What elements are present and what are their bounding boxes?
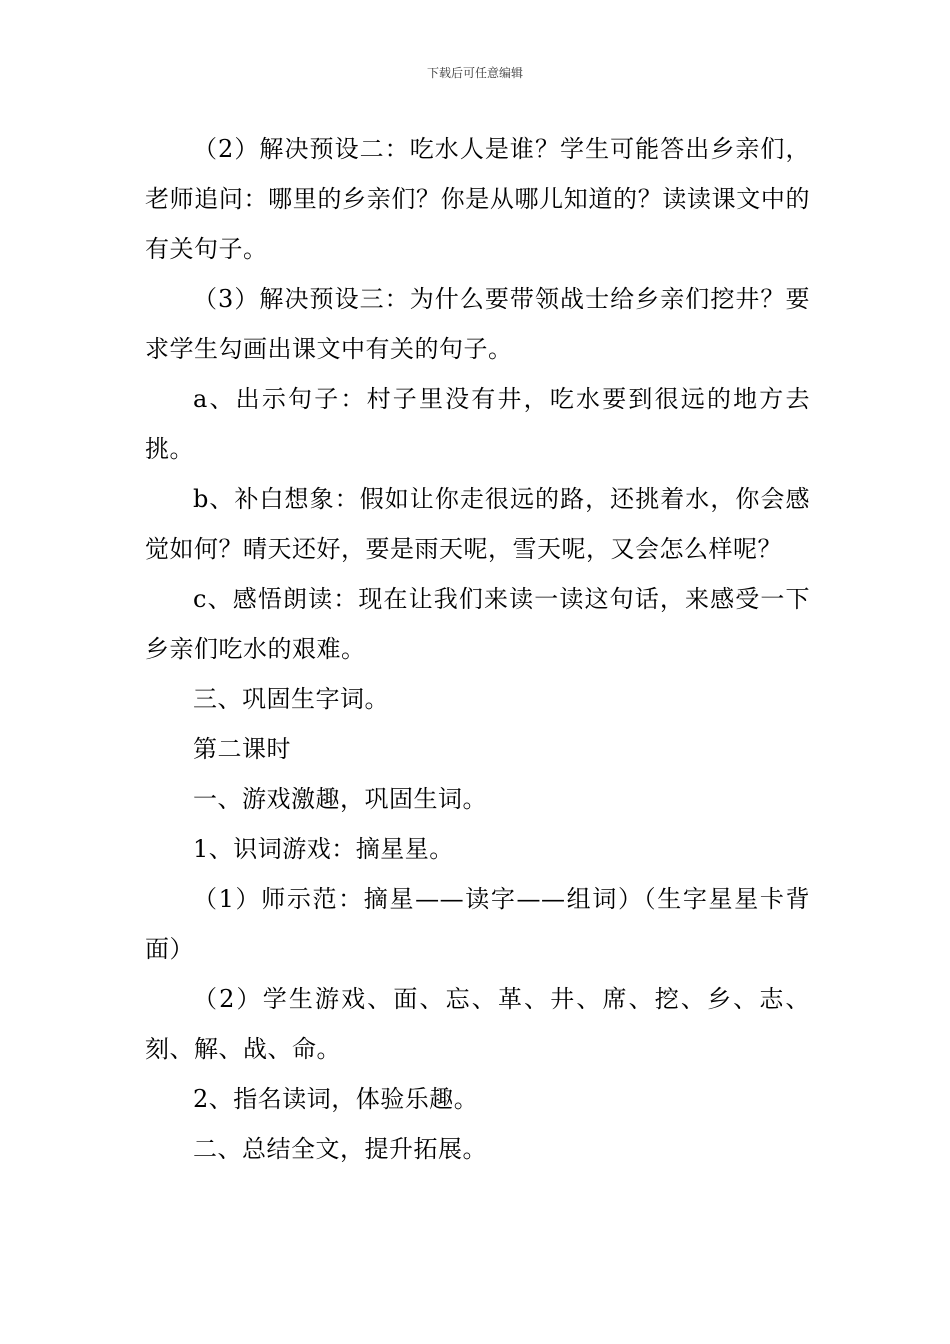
paragraph: 二、总结全文，提升拓展。 bbox=[193, 1135, 487, 1163]
paragraph: 2、指名读词，体验乐趣。 bbox=[193, 1085, 479, 1113]
paragraph: 1、识词游戏：摘星星。 bbox=[193, 835, 454, 863]
page-header: 下载后可任意编辑 bbox=[426, 66, 523, 80]
paragraph: （3）解决预设三：为什么要带领战士给乡亲们挖井？要求学生勾画出课文中有关的句子。 bbox=[145, 285, 810, 363]
paragraph: 一、游戏激趣，巩固生词。 bbox=[193, 785, 487, 813]
paragraph: 三、巩固生字词。 bbox=[193, 685, 389, 713]
paragraph: （2）解决预设二：吃水人是谁？学生可能答出乡亲们，老师追问：哪里的乡亲们？你是从哪儿知道的？读读课文中的有关句子。 bbox=[145, 135, 810, 263]
paragraph: a、出示句子：村子里没有井，吃水要到很远的地方去挑。 bbox=[145, 385, 810, 463]
document-body bbox=[145, 124, 810, 1174]
paragraph: （1）师示范：摘星——读字——组词）（生字星星卡背面） bbox=[145, 885, 810, 963]
paragraph: 第二课时 bbox=[193, 735, 291, 763]
paragraph: b、补白想象：假如让你走很远的路，还挑着水，你会感觉如何？晴天还好，要是雨天呢，雪天呢，又会怎么样呢？ bbox=[145, 485, 810, 563]
paragraph: c、感悟朗读：现在让我们来读一读这句话，来感受一下乡亲们吃水的艰难。 bbox=[145, 585, 810, 663]
paragraph: （2）学生游戏、面、忘、革、井、席、挖、乡、志、刻、解、战、命。 bbox=[145, 985, 810, 1063]
